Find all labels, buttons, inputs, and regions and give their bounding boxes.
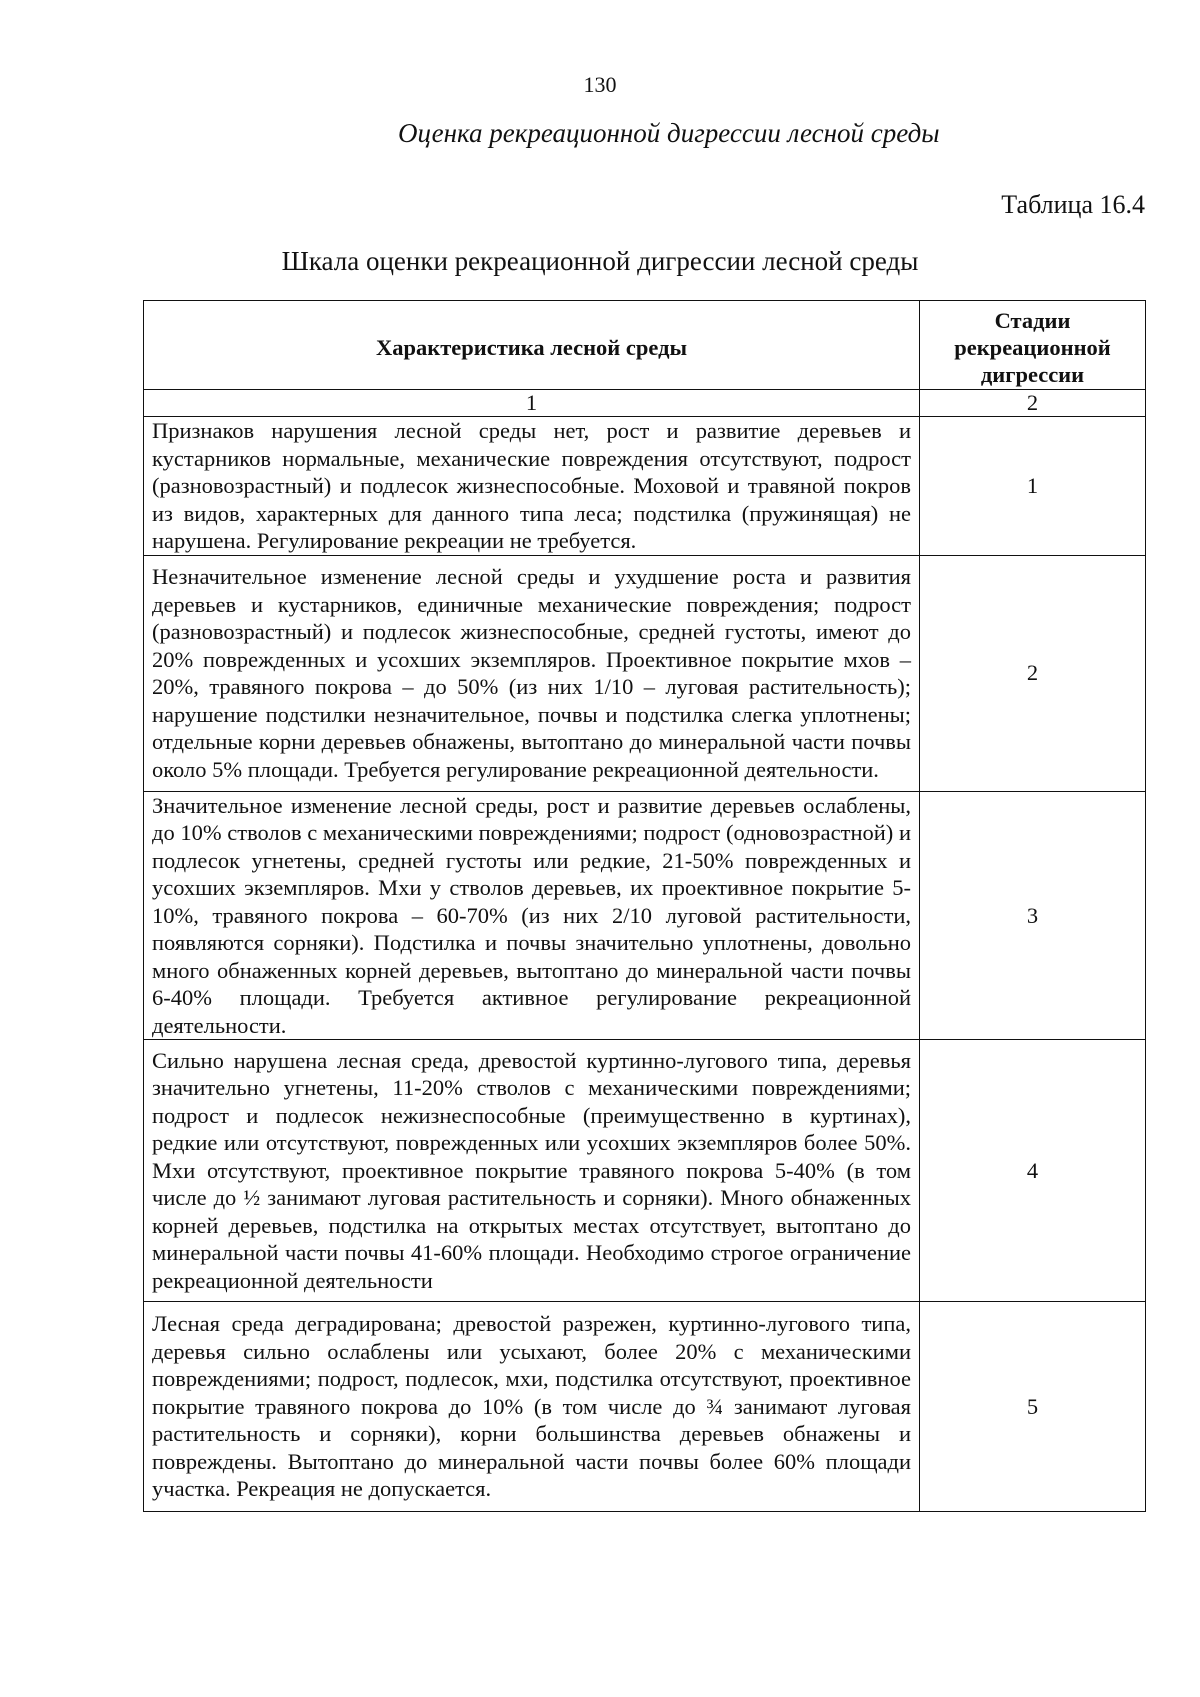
column-number-row (144, 390, 1146, 417)
table-row (144, 555, 1146, 791)
column-number-2: 2 (920, 390, 1146, 417)
table-row (144, 1040, 1146, 1302)
table-label: Таблица 16.4 (1001, 190, 1145, 219)
digression-scale-table (143, 300, 1146, 1512)
table-row (144, 1302, 1146, 1512)
row-stage: 3 (920, 791, 1146, 1040)
row-stage: 2 (920, 555, 1146, 791)
row-stage: 5 (920, 1302, 1146, 1512)
row-stage: 1 (920, 417, 1146, 556)
table-row (144, 417, 1146, 556)
table-row (144, 791, 1146, 1040)
table-caption: Шкала оценки рекреационной дигрессии лесной среды (281, 246, 919, 276)
table-header-row (144, 301, 1146, 390)
header-characteristic: Характеристика лесной среды (144, 301, 920, 390)
row-description: Лесная среда деградирована; древостой разрежен, куртинно-лугового типа, деревья сильно ослаблены или усыхают, более 20% с механическими повреждениями; подрост, подлесок, мхи, подстилка отсутствуют, проективное покрытие травяного покрова до 10% (в том числе до ¾ занимают луговая растительность и сорняки), корни большинства деревьев обнажены и повреждены. Вытоптано до минеральной части почвы более 60% площади участка. Рекреация не допускается. (144, 1302, 920, 1512)
row-description: Признаков нарушения лесной среды нет, рост и развитие деревьев и кустарников нормальные, механические повреждения отсутствуют, подрост (разновозрастный) и подлесок жизнеспособные. Моховой и травяной покров из видов, характерных для данного типа леса; подстилка (пружинящая) не нарушена. Регулирование рекреации не требуется. (144, 417, 920, 556)
row-description: Сильно нарушена лесная среда, древостой куртинно-лугового типа, деревья значительно угнетены, 11-20% стволов с механическими повреждениями; подрост и подлесок нежизнеспособные (преимущественно в куртинах), редкие или отсутствуют, поврежденных или усохших экземпляров более 50%. Мхи отсутствуют, проективное покрытие травяного покрова 5-40% (в том числе до ½ занимают луговая растительность и сорняки). Много обнаженных корней деревьев, подстилка на открытых местах отсутствует, вытоптано до минеральной части почвы 41-60% площади. Необходимо строгое ограничение рекреационной деятельности (144, 1040, 920, 1302)
row-description: Незначительное изменение лесной среды и ухудшение роста и развития деревьев и кустарников, единичные механические повреждения; подрост (разновозрастный) и подлесок жизнеспособные, средней густоты, имеют до 20% поврежденных и усохших экземпляров. Проективное покрытие мхов – 20%, травяного покрова – до 50% (из них 1/10 – луговая растительность); нарушение подстилки незначительное, почвы и подстилка слегка уплотнены; отдельные корни деревьев обнажены, вытоптано до минеральной части почвы около 5% площади. Требуется регулирование рекреационной деятельности. (144, 555, 920, 791)
header-stages: Стадии рекреационной дигрессии (920, 301, 1146, 390)
column-number-1: 1 (144, 390, 920, 417)
page-number: 130 (583, 72, 617, 97)
running-title: Оценка рекреационной дигрессии лесной среды (398, 118, 940, 148)
row-description: Значительное изменение лесной среды, рост и развитие деревьев ослаблены, до 10% стволов с механическими повреждениями; подрост (одновозрастной) и подлесок угнетены, средней густоты или редкие, 21-50% поврежденных и усохших экземпляров. Мхи у стволов деревьев, их проективное покрытие 5-10%, травяного покрова – 60-70% (из них 2/10 луговой растительности, появляются сорняки). Подстилка и почвы значительно уплотнены, довольно много обнаженных корней деревьев, вытоптано до минеральной части почвы 6-40% площади. Требуется активное регулирование рекреационной деятельности. (144, 791, 920, 1040)
row-stage: 4 (920, 1040, 1146, 1302)
